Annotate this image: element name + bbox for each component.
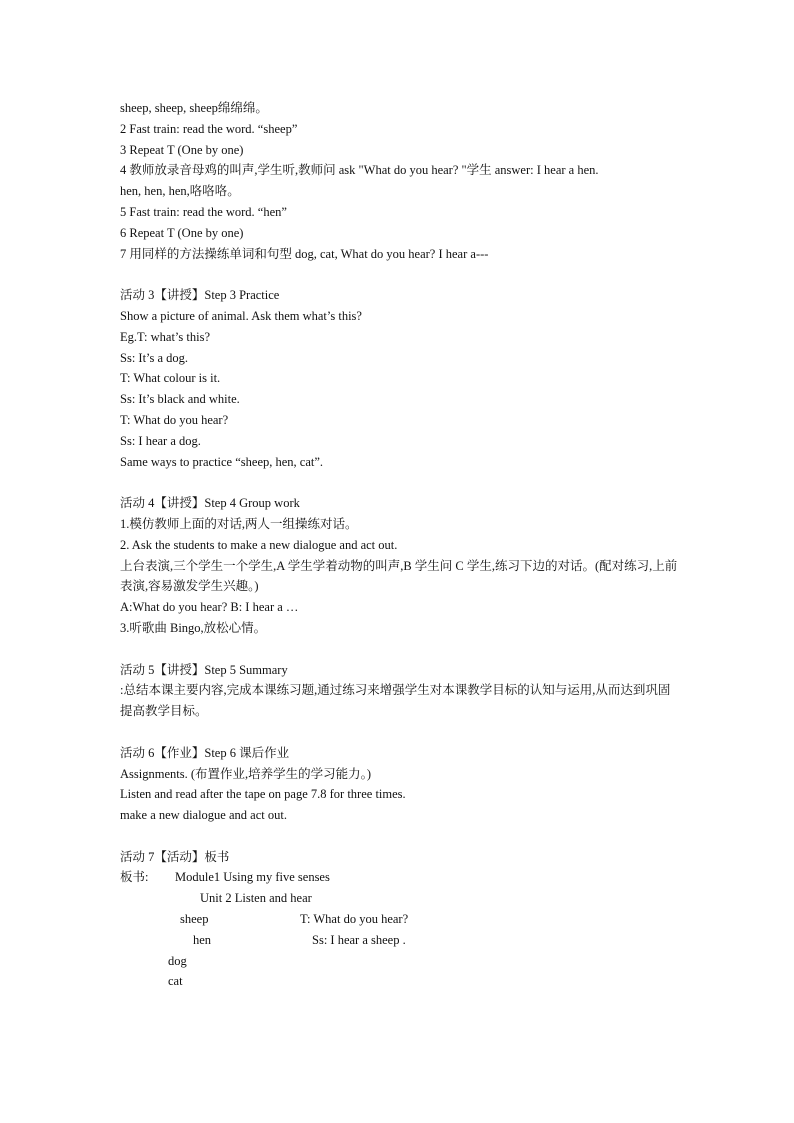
- step-line: 3 Repeat T (One by one): [120, 142, 244, 157]
- activity-3-line: T: What colour is it.: [120, 371, 221, 386]
- board-module-title: Module1 Using my five senses: [175, 870, 330, 885]
- activity-3-heading: 活动 3【讲授】Step 3 Practice: [120, 288, 280, 303]
- activity-5-heading: 活动 5【讲授】Step 5 Summary: [120, 662, 288, 677]
- activity-4-line: 3.听歌曲 Bingo,放松心情。: [120, 620, 267, 635]
- step-line: 6 Repeat T (One by one): [120, 225, 244, 240]
- activity-3-line: Ss: It’s a dog.: [120, 350, 189, 365]
- spacer: [120, 722, 680, 743]
- step-line: 4 教师放录音母鸡的叫声,学生听,教师问 ask "What do you hear? "学生 answer: I hear a hen.: [120, 163, 599, 178]
- activity-4-heading: 活动 4【讲授】Step 4 Group work: [120, 496, 300, 511]
- board-row-cat: [120, 971, 680, 992]
- activity-4-line: 1.模仿教师上面的对话,两人一组操练对话。: [120, 516, 358, 531]
- document-body: [120, 98, 680, 992]
- spacer: [120, 826, 680, 847]
- activity-3-line: Eg.T: what’s this?: [120, 329, 210, 344]
- activity-3-line: T: What do you hear?: [120, 412, 229, 427]
- board-row-module: [120, 867, 680, 888]
- step-line: hen, hen, hen,咯咯咯。: [120, 184, 240, 199]
- activity-4-paragraph: 上台表演,三个学生一个学生,A 学生学着动物的叫声,B 学生问 C 学生,练习下边的对话。(配对练习,上前表演,容易激发学生兴趣。): [120, 558, 678, 594]
- board-label: 板书:: [120, 870, 149, 885]
- activity-3-line: Ss: It’s black and white.: [120, 392, 240, 407]
- activity-6-line: Listen and read after the tape on page 7.8 for three times.: [120, 787, 406, 802]
- board-dialog-question: T: What do you hear?: [300, 912, 409, 927]
- board-word-sheep: sheep: [180, 912, 209, 927]
- activity-3-line: Ss: I hear a dog.: [120, 433, 201, 448]
- board-word-cat: cat: [168, 974, 183, 989]
- step-line: sheep, sheep, sheep绵绵绵。: [120, 101, 268, 115]
- board-row-sheep: [120, 909, 680, 930]
- board-dialog-answer: Ss: I hear a sheep .: [312, 932, 406, 947]
- activity-3-line: Show a picture of animal. Ask them what’s this?: [120, 308, 362, 323]
- board-row-hen: [120, 930, 680, 951]
- board-row-dog: [120, 951, 680, 972]
- activity-6-heading: 活动 6【作业】Step 6 课后作业: [120, 745, 290, 760]
- activity-7-heading: 活动 7【活动】板书: [120, 849, 230, 864]
- step-line: 2 Fast train: read the word. “sheep”: [120, 121, 298, 136]
- spacer: [120, 472, 680, 493]
- activity-3-line: Same ways to practice “sheep, hen, cat”.: [120, 454, 324, 469]
- activity-4-line: A:What do you hear? B: I hear a …: [120, 600, 299, 615]
- board-unit-title: Unit 2 Listen and hear: [200, 891, 312, 906]
- board-row-unit: [120, 888, 680, 909]
- step-line: 7 用同样的方法操练单词和句型 dog, cat, What do you hear? I hear a---: [120, 246, 489, 261]
- activity-6-line: Assignments. (布置作业,培养学生的学习能力。): [120, 766, 372, 781]
- spacer: [120, 264, 680, 285]
- activity-6-line: make a new dialogue and act out.: [120, 808, 287, 823]
- board-word-dog: dog: [168, 953, 187, 968]
- board-word-hen: hen: [193, 932, 212, 947]
- activity-4-line: 2. Ask the students to make a new dialogue and act out.: [120, 537, 398, 552]
- spacer: [120, 639, 680, 660]
- step-line: 5 Fast train: read the word. “hen”: [120, 204, 287, 219]
- activity-5-paragraph: :总结本课主要内容,完成本课练习题,通过练习来增强学生对本课教学目标的认知与运用,从而达到巩固提高教学目标。: [120, 683, 671, 719]
